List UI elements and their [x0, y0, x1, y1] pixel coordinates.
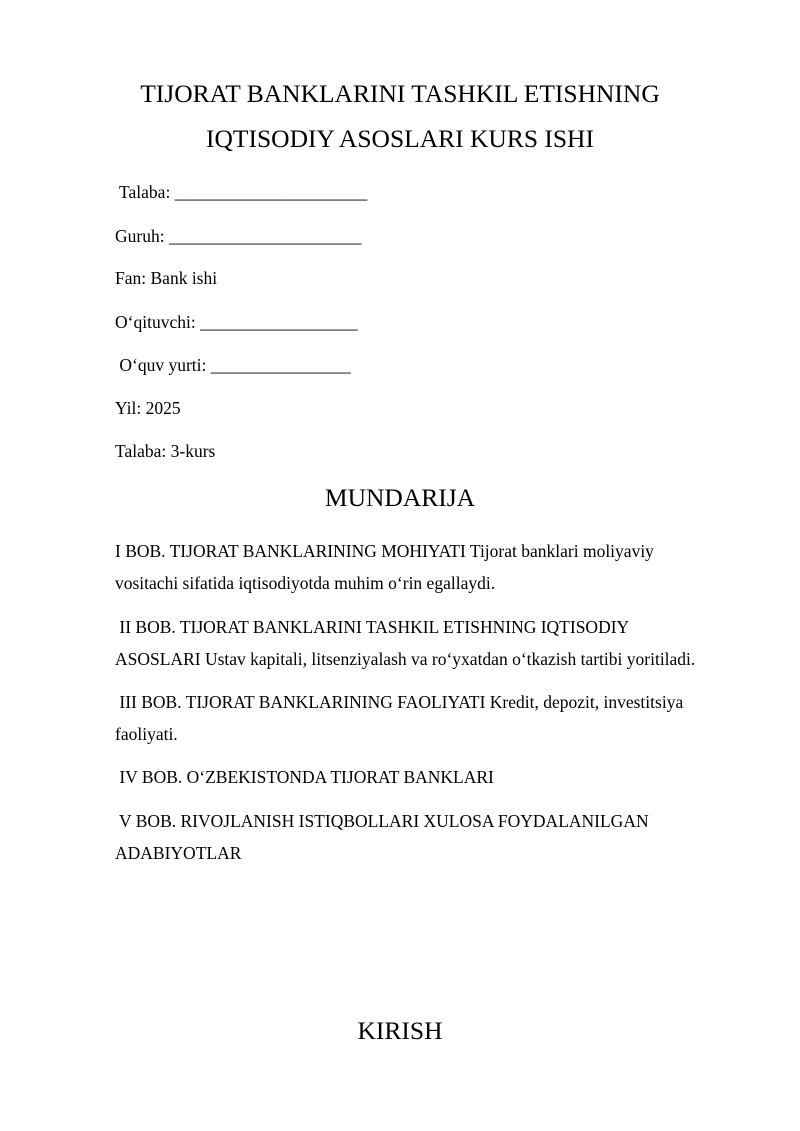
- field-label: O‘qituvchi:: [115, 312, 201, 332]
- field-oqituvchi: [115, 311, 358, 333]
- field-value: 2025: [145, 398, 181, 418]
- toc-item-3-line-2: faoliyati.: [115, 724, 178, 744]
- toc-item-2-line-2: ASOSLARI Ustav kapitali, litsenziyalash va ro‘yxatdan o‘tkazish tartibi yoritiladi.: [115, 649, 696, 669]
- field-talaba: [115, 181, 367, 203]
- toc-item-2-line-1: II BOB. TIJORAT BANKLARINI TASHKIL ETISHNING IQTISODIY: [115, 617, 630, 637]
- toc-item-5-line-1: V BOB. RIVOJLANISH ISTIQBOLLARI XULOSA FOYDALANILGAN: [115, 811, 649, 831]
- toc-item-1-line-1: I BOB. TIJORAT BANKLARINING MOHIYATI Tijorat banklari moliyaviy: [115, 541, 654, 561]
- intro-heading: KIRISH: [357, 1016, 443, 1045]
- field-value: ______________________: [174, 182, 368, 202]
- field-label: Guruh:: [115, 226, 169, 246]
- field-label: Yil:: [115, 398, 146, 418]
- field-label: Talaba:: [115, 182, 175, 202]
- field-value: 3-kurs: [170, 441, 216, 461]
- field-label: O‘quv yurti:: [115, 355, 211, 375]
- field-oquv-yurti: [115, 354, 351, 376]
- toc-item-3-line-1: III BOB. TIJORAT BANKLARINING FAOLIYATI Kredit, depozit, investitsiya: [115, 692, 684, 712]
- field-label: Fan:: [115, 268, 151, 288]
- field-fan: [115, 267, 217, 289]
- contents-heading: MUNDARIJA: [324, 483, 476, 512]
- toc-item-1-line-2: vositachi sifatida iqtisodiyotda muhim o‘rin egallaydi.: [115, 573, 496, 593]
- field-value: ________________: [210, 355, 351, 375]
- field-value: ______________________: [168, 226, 362, 246]
- field-label: Talaba:: [115, 441, 171, 461]
- field-value: __________________: [200, 312, 358, 332]
- field-value: Bank ishi: [150, 268, 218, 288]
- toc-item-4-line-1: IV BOB. O‘ZBEKISTONDA TIJORAT BANKLARI: [115, 767, 494, 787]
- document-title-line-1: TIJORAT BANKLARINI TASHKIL ETISHNING: [140, 79, 660, 108]
- field-kurs: [115, 440, 215, 462]
- field-guruh: [115, 225, 361, 247]
- field-yil: [115, 397, 181, 419]
- toc-item-5-line-2: ADABIYOTLAR: [115, 843, 242, 863]
- document-title-line-2: IQTISODIY ASOSLARI KURS ISHI: [206, 124, 594, 153]
